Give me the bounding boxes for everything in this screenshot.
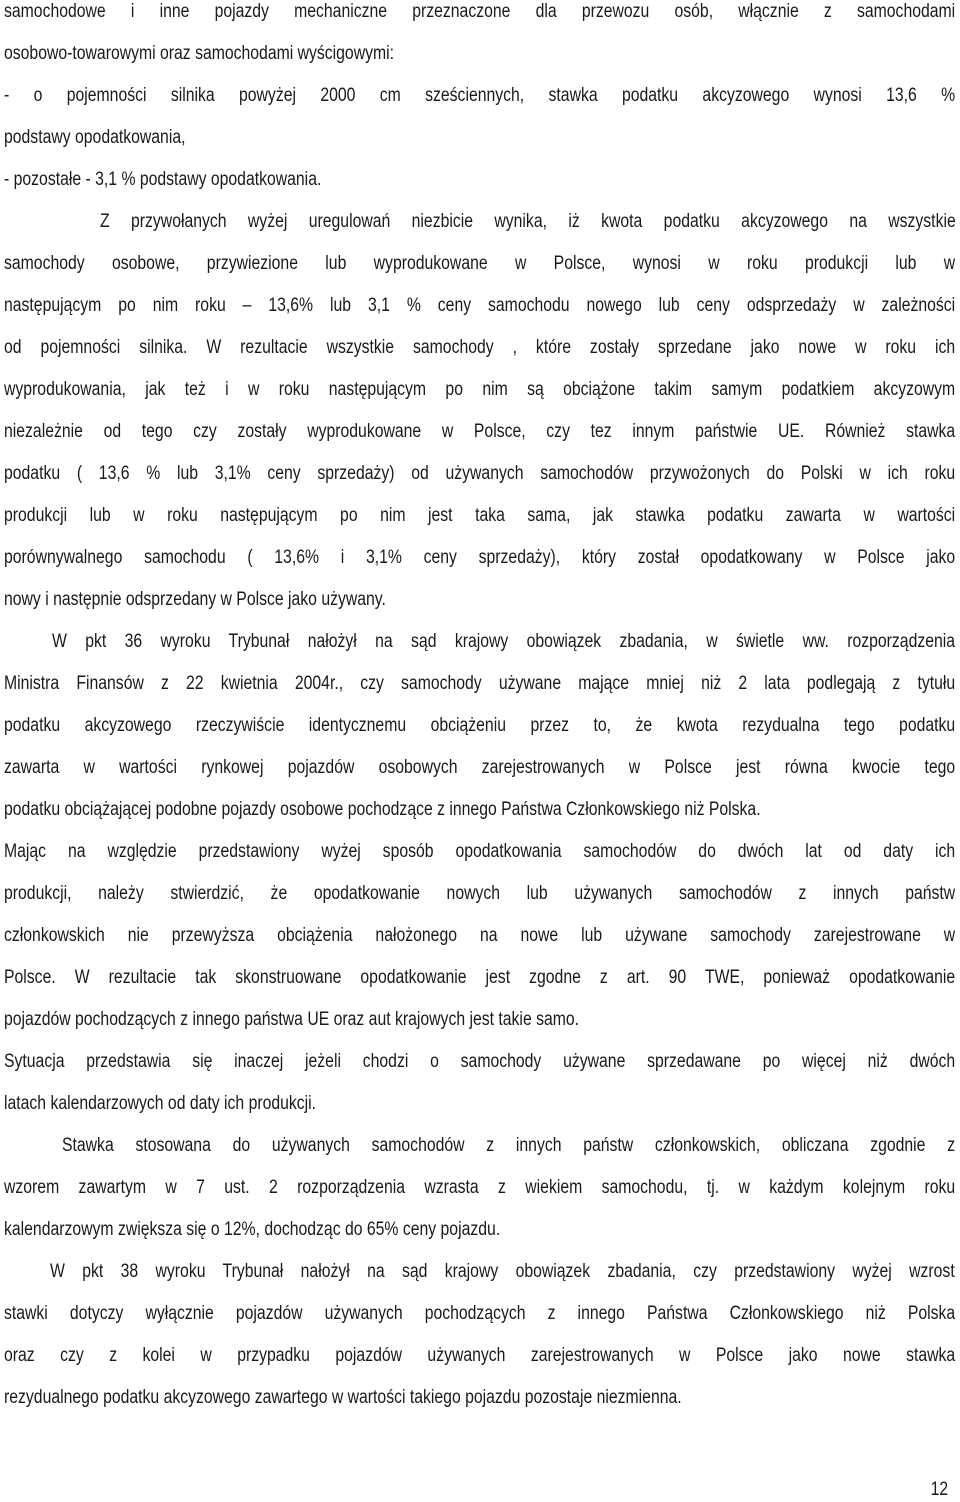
text-line: samochodowe i inne pojazdy mechaniczne przeznaczone dla przewozu osób, włącznie z samochodami <box>4 1 956 22</box>
text-line: niezależnie od tego czy zostały wyprodukowane w Polsce, czy tez innym państwie UE. Również stawka <box>4 421 956 442</box>
text-line: rezydualnego podatku akcyzowego zawartego w wartości takiego pojazdu pozostaje niezmienna. <box>4 1387 682 1408</box>
text-line: samochody osobowe, przywiezione lub wyprodukowane w Polsce, wynosi w roku produkcji lub w <box>4 253 956 274</box>
text-line: - pozostałe - 3,1 % podstawy opodatkowania. <box>4 169 322 190</box>
text-line: Ministra Finansów z 22 kwietnia 2004r., czy samochody używane mające mniej niż 2 lata podlegają z tytułu <box>4 673 956 694</box>
text-line: stawki dotyczy wyłącznie pojazdów używanych pochodzących z innego Państwa Członkowskiego niż Polska <box>4 1303 956 1324</box>
text-line: podatku ( 13,6 % lub 3,1% ceny sprzedaży) od używanych samochodów przywożonych do Polski w ich roku <box>4 463 956 484</box>
text-line: latach kalendarzowych od daty ich produkcji. <box>4 1093 317 1114</box>
text-line: porównywalnego samochodu ( 13,6% i 3,1% ceny sprzedaży), który został opodatkowany w Polsce jako <box>4 547 956 568</box>
text-line: następującym po nim roku – 13,6% lub 3,1 % ceny samochodu nowego lub ceny odsprzedaży w zależności <box>4 295 956 316</box>
text-line: podatku akcyzowego rzeczywiście identycznemu obciążeniu przez to, że kwota rezydualna tego podatku <box>4 715 956 736</box>
text-line: oraz czy z kolei w przypadku pojazdów używanych zarejestrowanych w Polsce jako nowe stawka <box>4 1345 956 1366</box>
text-line: pojazdów pochodzących z innego państwa UE oraz aut krajowych jest takie samo. <box>4 1009 580 1030</box>
text-line: produkcji lub w roku następującym po nim jest taka sama, jak stawka podatku zawarta w wartości <box>4 505 956 526</box>
text-line: produkcji, należy stwierdzić, że opodatkowanie nowych lub używanych samochodów z innych państw <box>4 883 956 904</box>
text-line: - o pojemności silnika powyżej 2000 cm sześciennych, stawka podatku akcyzowego wynosi 13,6 % <box>4 85 956 106</box>
text-line: Sytuacja przedstawia się inaczej jeżeli chodzi o samochody używane sprzedawane po więcej niż dwóch <box>4 1051 956 1072</box>
text-line: kalendarzowym zwiększa się o 12%, dochodząc do 65% ceny pojazdu. <box>4 1219 501 1240</box>
text-line: osobowo-towarowymi oraz samochodami wyścigowymi: <box>4 43 395 64</box>
text-line: Mając na względzie przedstawiony wyżej sposób opodatkowania samochodów do dwóch lat od daty ich <box>4 841 956 862</box>
text-line: wzorem zawartym w 7 ust. 2 rozporządzenia wzrasta z wiekiem samochodu, tj. w każdym kolejnym roku <box>4 1177 956 1198</box>
page-number: 12 <box>930 1479 948 1500</box>
text-line: Stawka stosowana do używanych samochodów z innych państw członkowskich, obliczana zgodnie z <box>62 1135 956 1156</box>
text-line: członkowskich nie przewyższa obciążenia nałożonego na nowe lub używane samochody zarejestrowane w <box>4 925 956 946</box>
text-line: podstawy opodatkowania, <box>4 127 186 148</box>
text-line: wyprodukowania, jak też i w roku następującym po nim są obciążone takim samym podatkiem akcyzowym <box>4 379 956 400</box>
text-line: podatku obciążającej podobne pojazdy osobowe pochodzące z innego Państwa Członkowskiego niż Polska. <box>4 799 761 820</box>
text-line: Polsce. W rezultacie tak skonstruowane opodatkowanie jest zgodne z art. 90 TWE, ponieważ opodatkowanie <box>4 967 956 988</box>
text-line: nowy i następnie odsprzedany w Polsce jako używany. <box>4 589 386 610</box>
text-line: W pkt 38 wyroku Trybunał nałożył na sąd krajowy obowiązek zbadania, czy przedstawiony wyżej wzrost <box>50 1261 955 1282</box>
text-line: od pojemności silnika. W rezultacie wszystkie samochody , które zostały sprzedane jako nowe w roku ich <box>4 337 956 358</box>
text-line: zawarta w wartości rynkowej pojazdów osobowych zarejestrowanych w Polsce jest równa kwocie tego <box>4 757 956 778</box>
text-line: Z przywołanych wyżej uregulowań niezbicie wynika, iż kwota podatku akcyzowego na wszystkie <box>100 211 956 232</box>
text-line: W pkt 36 wyroku Trybunał nałożył na sąd krajowy obowiązek zbadania, w świetle ww. rozporządzenia <box>52 631 956 652</box>
